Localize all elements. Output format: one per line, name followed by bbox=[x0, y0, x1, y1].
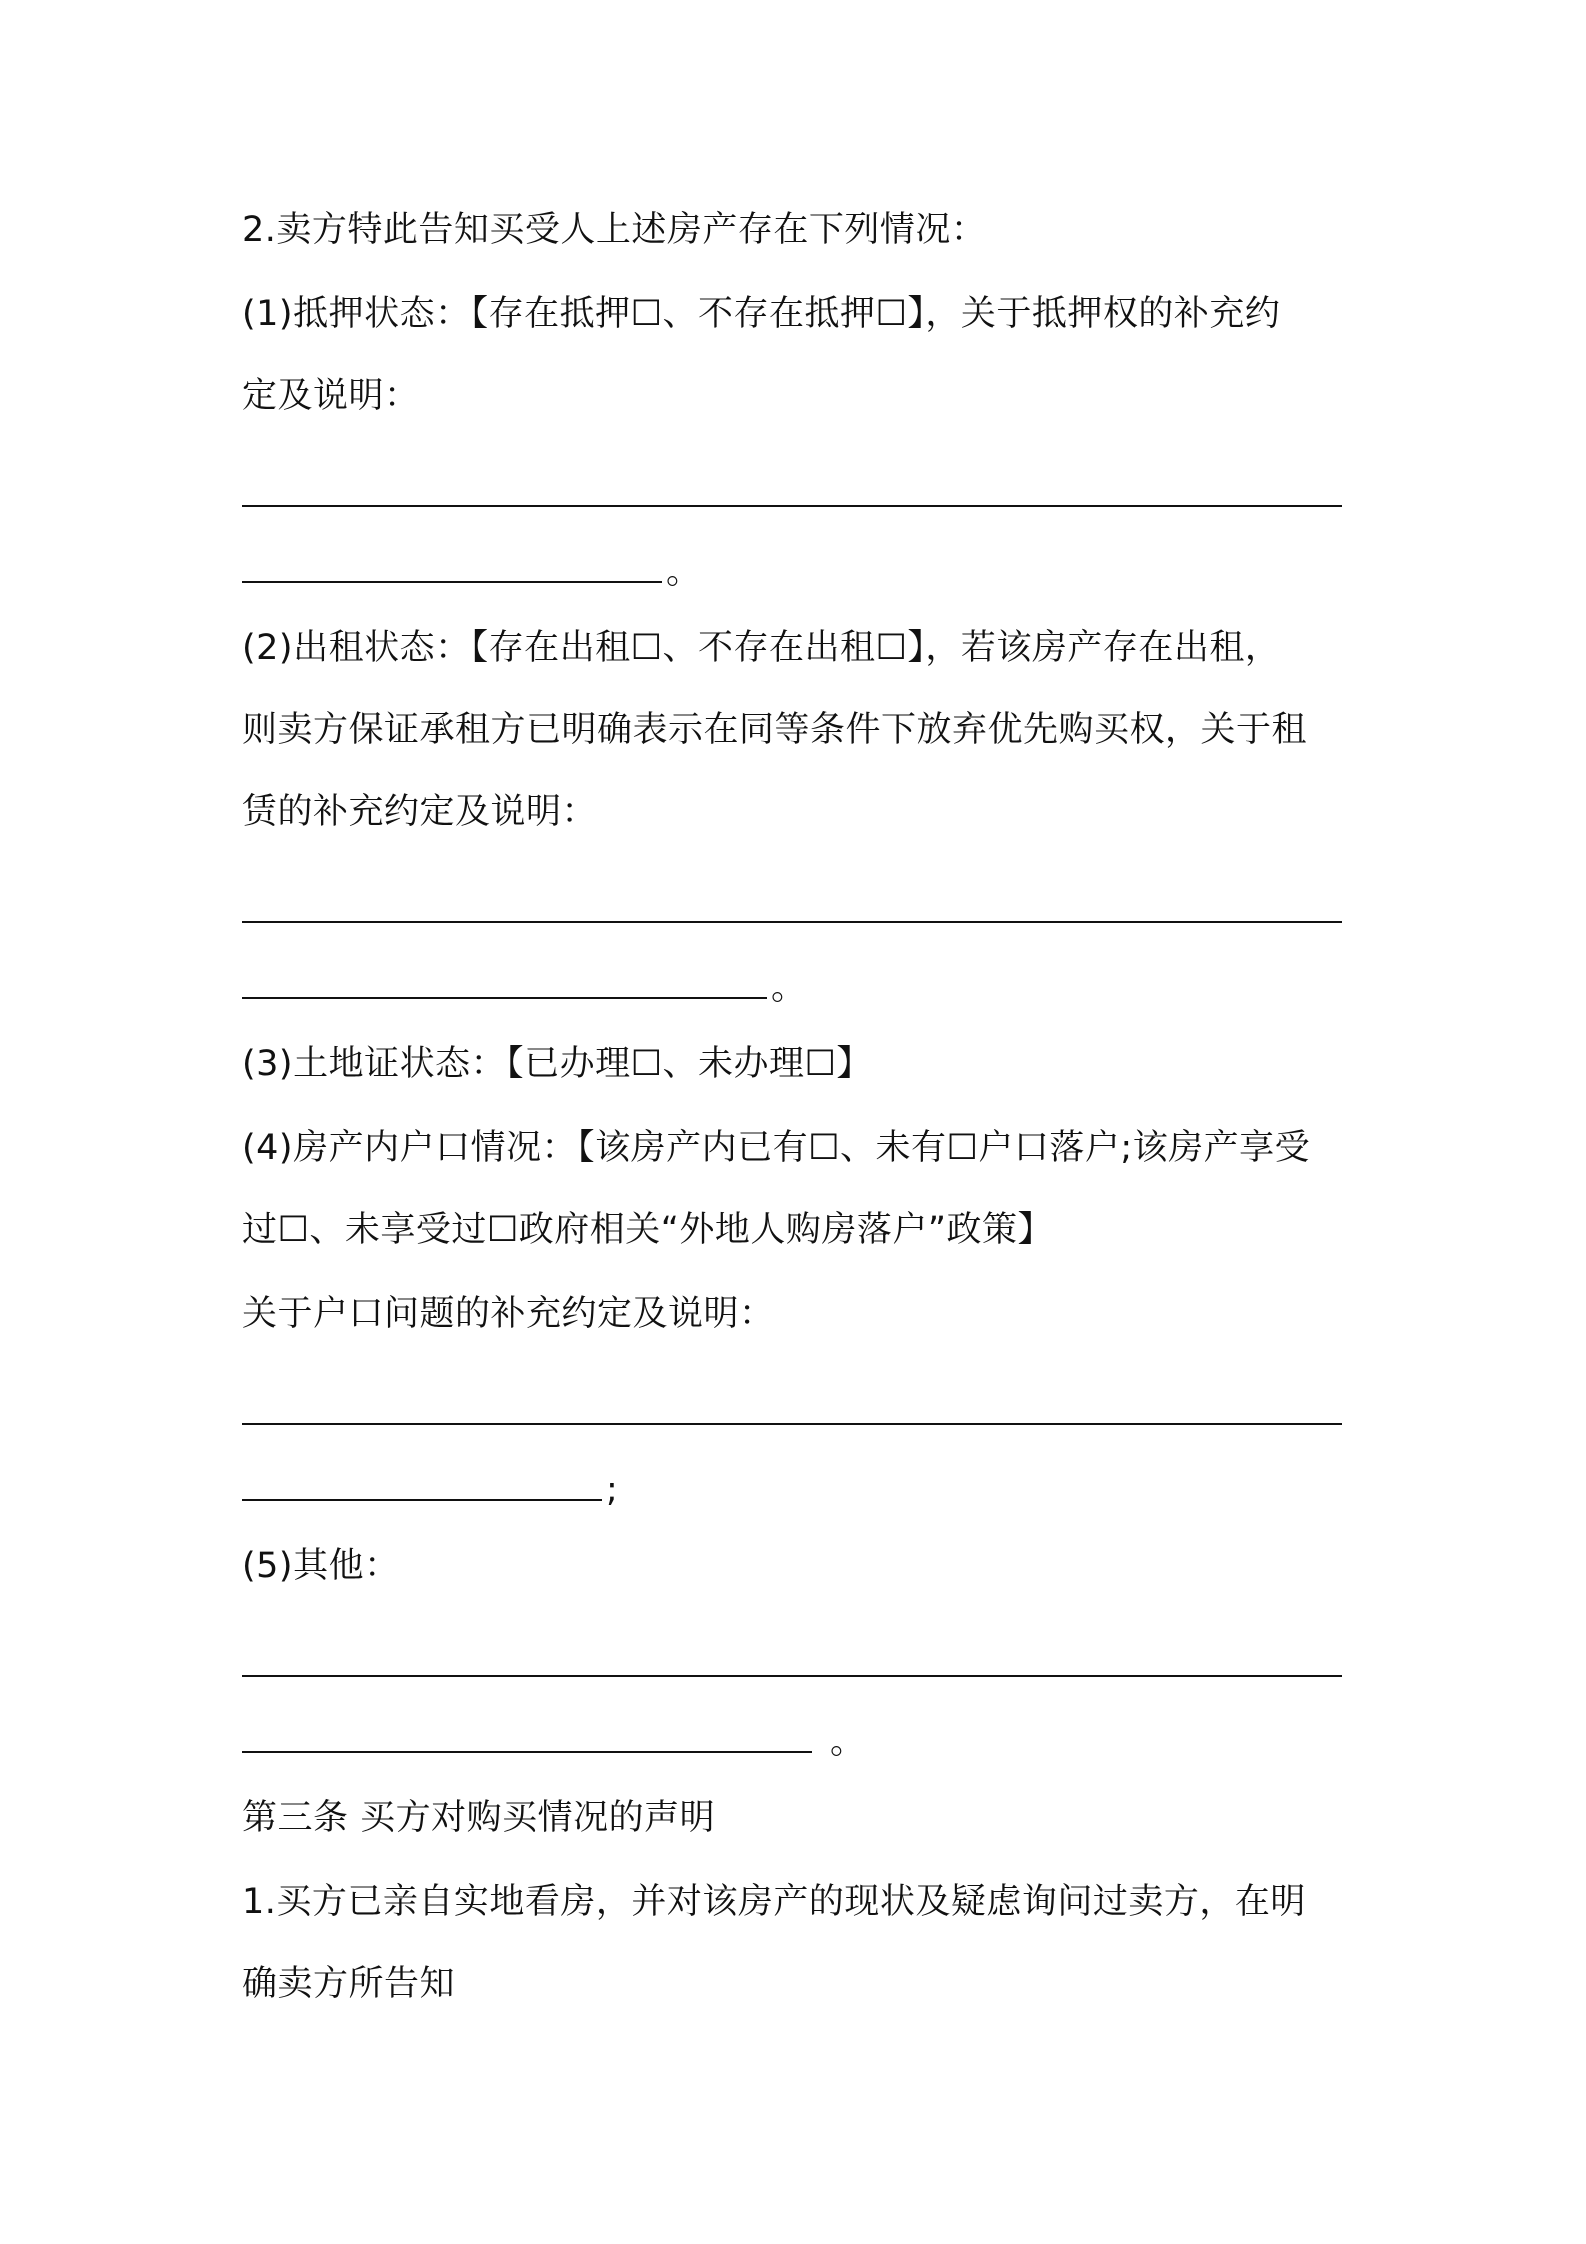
article3-heading: 第三条 买方对购买情况的声明 bbox=[242, 1798, 716, 1838]
item5-blank-line1 bbox=[242, 1642, 1372, 1690]
item5-line1: (5)其他： bbox=[242, 1546, 400, 1586]
item2-line2: 则卖方保证承租方已明确表示在同等条件下放弃优先购买权，关于租 bbox=[242, 710, 1308, 750]
item4-line1: (4)房产内户口情况：【该房产内已有☐、未有☐户口落户;该房产享受 bbox=[242, 1128, 1311, 1168]
item4-line3: 关于户口问题的补充约定及说明： bbox=[242, 1294, 775, 1334]
item2-blank-line1 bbox=[242, 888, 1372, 936]
item2-line3: 赁的补充约定及说明： bbox=[242, 792, 598, 832]
article3-p1-line1: 1.买方已亲自实地看房，并对该房产的现状及疑虑询问过卖方，在明 bbox=[242, 1882, 1306, 1922]
item4-blank-line1 bbox=[242, 1390, 1372, 1438]
article3-p1-line2: 确卖方所告知 bbox=[242, 1964, 456, 2004]
end-mark: 。 bbox=[830, 1722, 866, 1762]
item4-blank-line2 bbox=[242, 1466, 1372, 1514]
fill-blank bbox=[242, 1647, 1342, 1677]
item1-blank-line2 bbox=[242, 548, 1372, 596]
item1-line2: 定及说明： bbox=[242, 376, 420, 416]
fill-blank bbox=[242, 1723, 812, 1753]
fill-blank bbox=[242, 1395, 1342, 1425]
end-mark: ; bbox=[606, 1470, 619, 1510]
item1-blank-line1 bbox=[242, 472, 1372, 520]
item1-line1: (1)抵押状态：【存在抵押☐、不存在抵押☐】，关于抵押权的补充约 bbox=[242, 294, 1281, 334]
item4-line2: 过☐、未享受过☐政府相关“外地人购房落户”政策】 bbox=[242, 1210, 1054, 1250]
item2-blank-line2 bbox=[242, 964, 1372, 1012]
fill-blank bbox=[242, 893, 1342, 923]
section2-intro: 2.卖方特此告知买受人上述房产存在下列情况： bbox=[242, 210, 987, 250]
item2-line1: (2)出租状态：【存在出租☐、不存在出租☐】，若该房产存在出租， bbox=[242, 628, 1281, 668]
end-mark: 。 bbox=[666, 552, 702, 592]
end-mark: 。 bbox=[771, 968, 807, 1008]
item5-blank-line2 bbox=[242, 1718, 1372, 1766]
fill-blank bbox=[242, 477, 1342, 507]
fill-blank bbox=[242, 969, 767, 999]
item3-line1: (3)土地证状态：【已办理☐、未办理☐】 bbox=[242, 1044, 872, 1084]
fill-blank bbox=[242, 1471, 602, 1501]
fill-blank bbox=[242, 553, 662, 583]
